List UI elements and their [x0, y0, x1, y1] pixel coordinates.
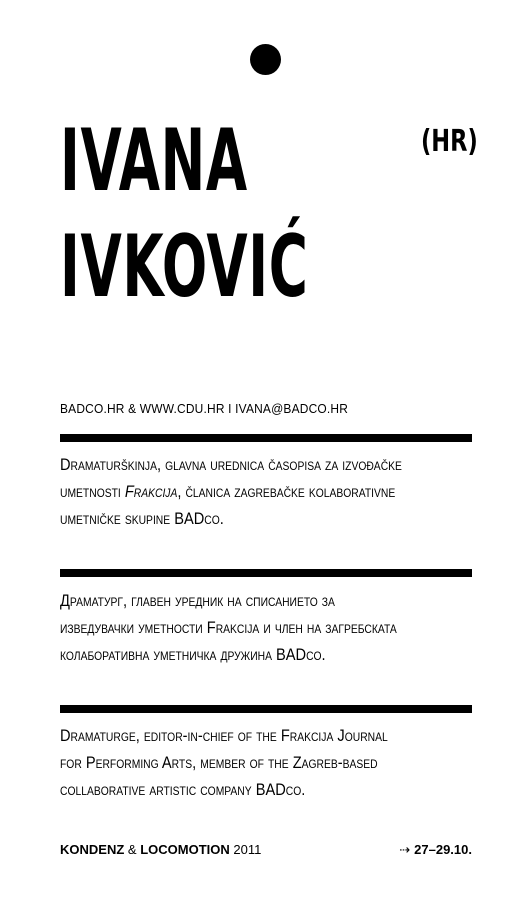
bio-line: for Performing Arts, member of the Zagreb-based	[60, 753, 378, 772]
first-name-heading: IVANA	[60, 111, 248, 211]
journal-title: Frakcija	[124, 482, 178, 501]
country-code: (HR)	[421, 124, 478, 159]
bio-line: колаборативна уметничка дружина BADco.	[60, 645, 326, 664]
bio-line: collaborative artistic company BADco.	[60, 780, 306, 799]
bio-line: umetnosti Frakcija, članica zagrebačke kolaborativne	[60, 482, 396, 501]
last-name-heading: IVKOVIĆ	[60, 217, 309, 317]
bio-line: Dramaturškinja, glavna urednica časopisa za izvođačke	[60, 455, 402, 474]
bio-line: изведувачки уметности Frakcija и член на загребската	[60, 618, 397, 637]
bio-line: umetničke skupine BADco.	[60, 509, 224, 528]
bio-line: Dramaturge, editor-in-chief of the Frakcija Journal	[60, 726, 388, 745]
arrow-icon: ⇢	[399, 842, 411, 857]
bullet-dot-icon	[250, 44, 281, 75]
bio-croatian	[60, 451, 464, 532]
divider-bar	[60, 569, 472, 577]
divider-bar	[60, 705, 472, 713]
bio-english	[60, 722, 464, 803]
divider-bar	[60, 434, 472, 442]
festival-credit: KONDENZ & LOCOMOTION 2011	[60, 842, 262, 857]
bio-macedonian	[60, 587, 464, 668]
event-dates: ⇢ 27–29.10.	[399, 842, 472, 857]
bio-line: Драматург, главен уредник на списанието за	[60, 591, 335, 610]
contact-line: BADCO.HR & WWW.CDU.HR I IVANA@BADCO.HR	[60, 401, 349, 416]
